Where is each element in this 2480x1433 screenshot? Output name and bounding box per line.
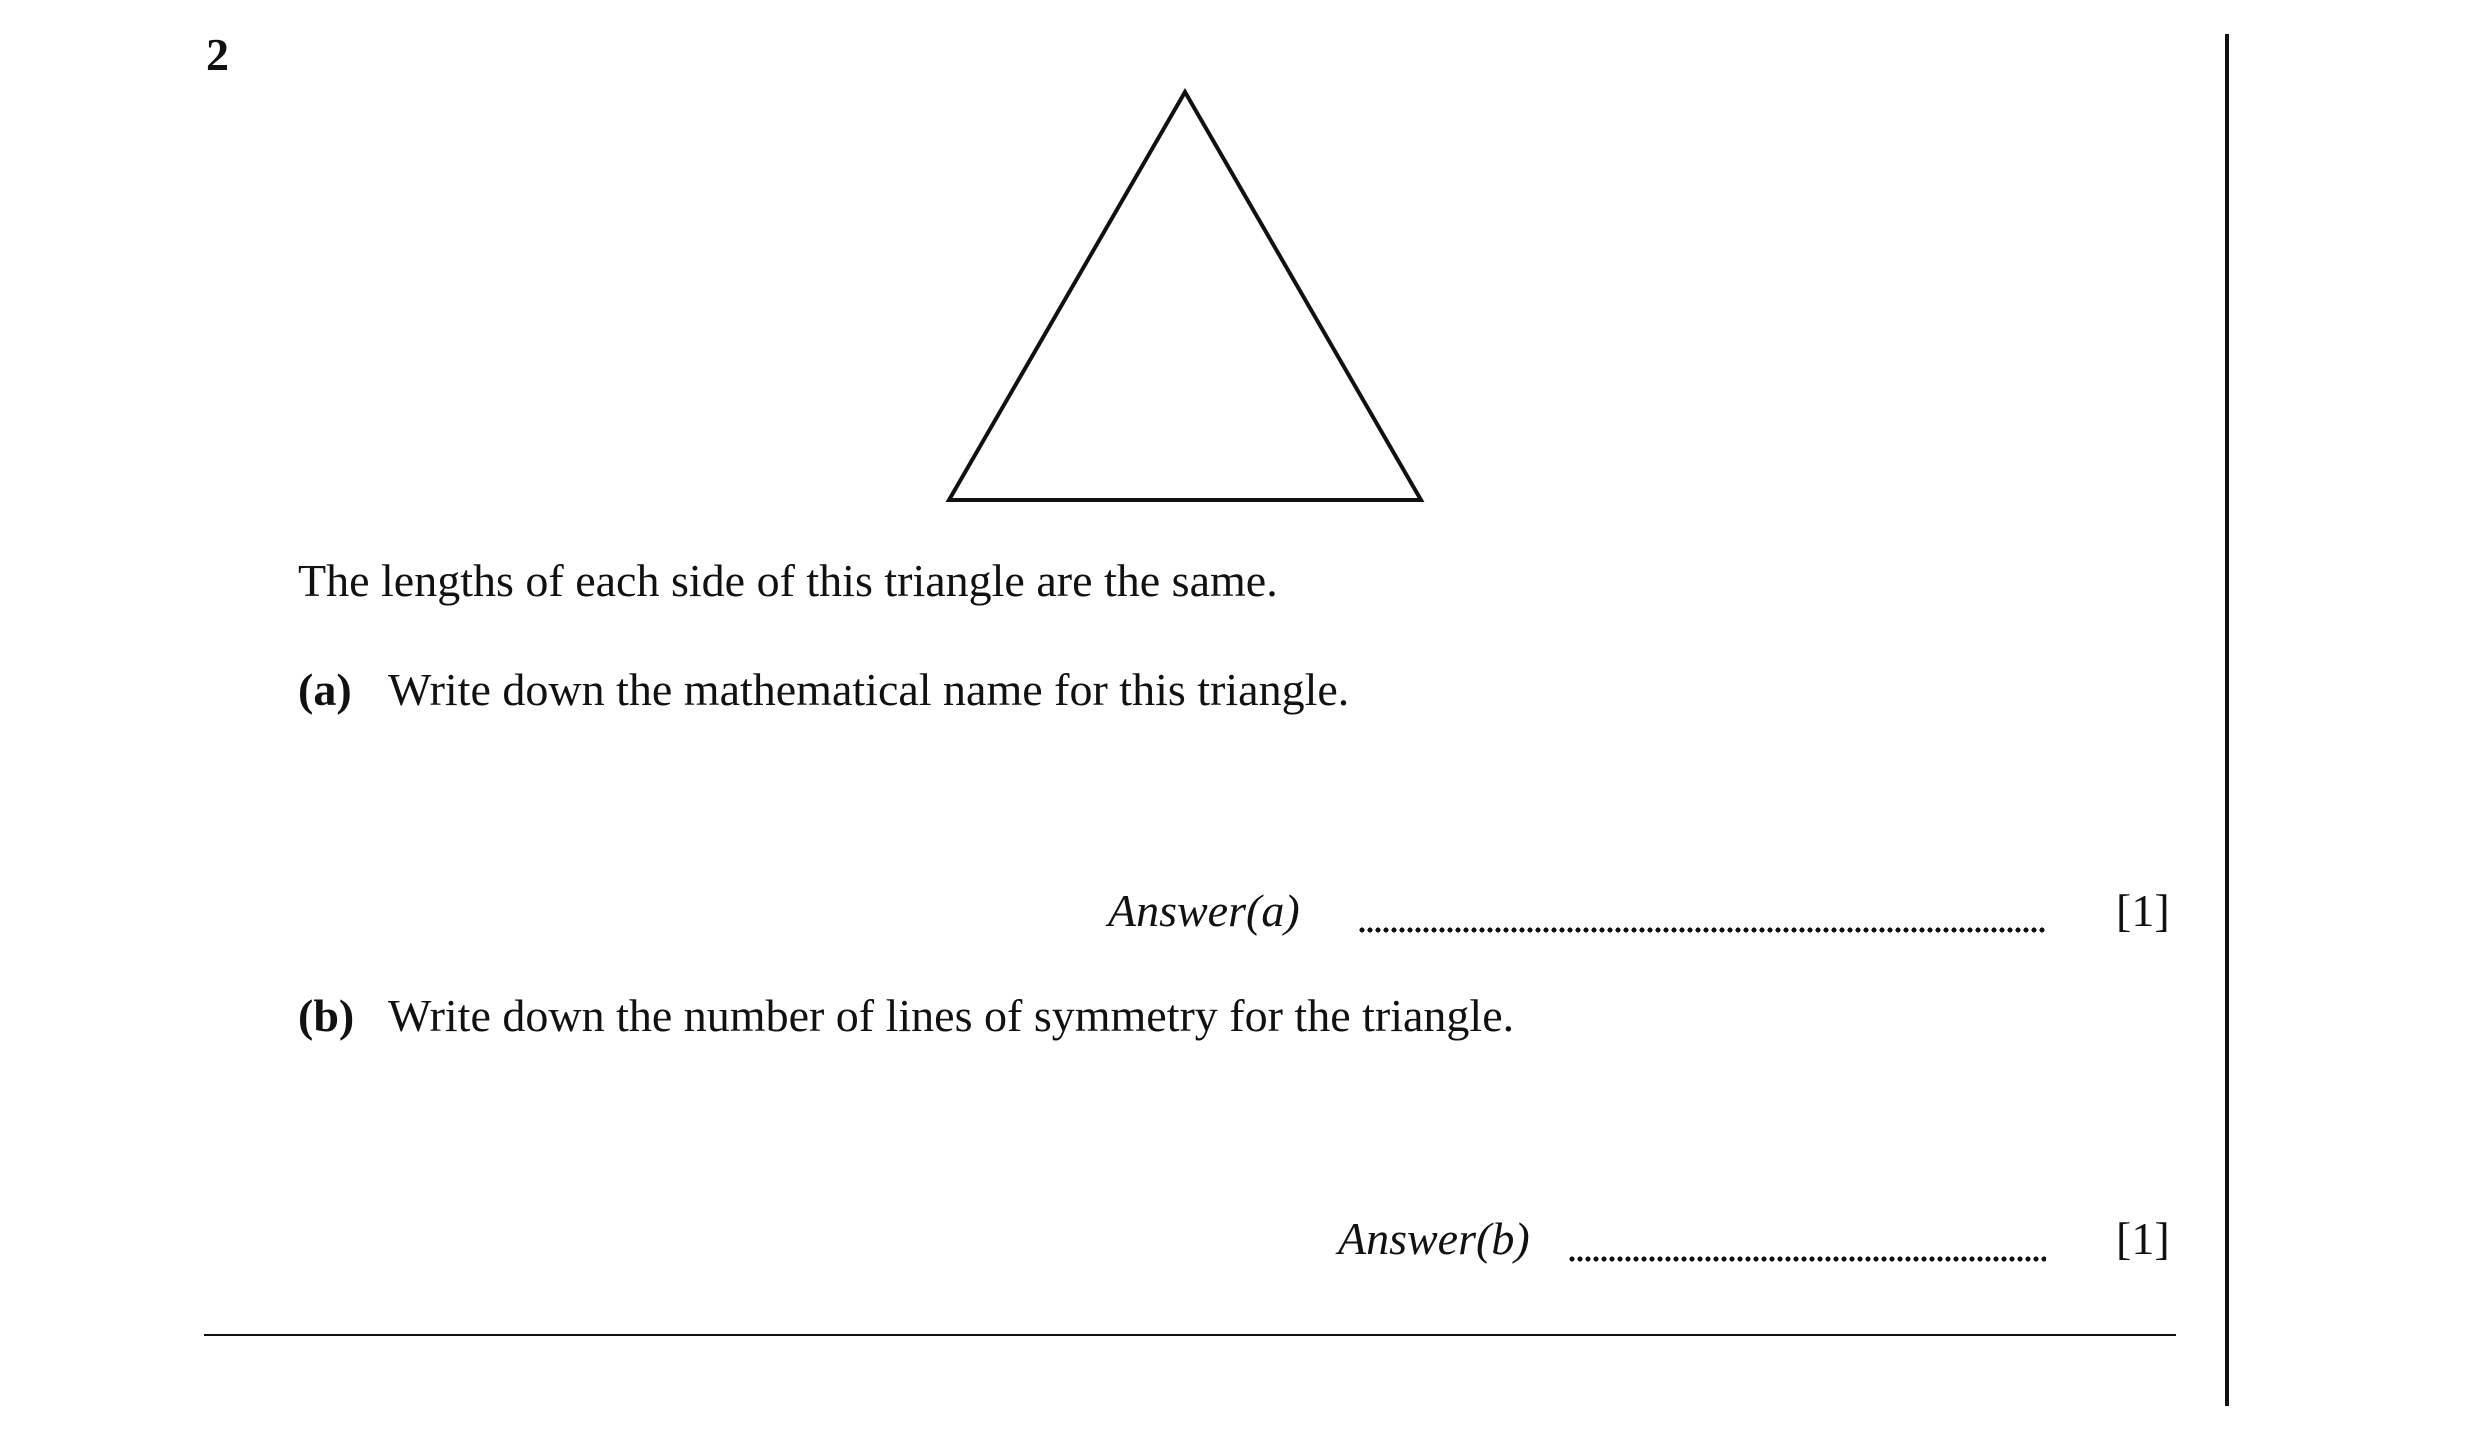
part-b-marks: [1] bbox=[2116, 1213, 2170, 1264]
bottom-divider bbox=[204, 1334, 2176, 1336]
triangle-figure bbox=[940, 84, 1430, 510]
right-margin-rule bbox=[2225, 34, 2229, 1406]
part-b-label: (b) bbox=[298, 990, 355, 1041]
part-b-prompt: Write down the number of lines of symmetry for the triangle. bbox=[388, 990, 1515, 1041]
part-a-prompt: Write down the mathematical name for this triangle. bbox=[388, 664, 1350, 715]
question-intro: The lengths of each side of this triangle are the same. bbox=[298, 555, 1278, 606]
part-a-marks: [1] bbox=[2116, 885, 2170, 936]
answer-b-line[interactable] bbox=[1568, 1256, 2046, 1262]
answer-b-label: Answer(b) bbox=[1338, 1213, 1530, 1264]
triangle-shape bbox=[949, 92, 1421, 500]
part-a-label: (a) bbox=[298, 664, 352, 715]
question-number: 2 bbox=[206, 29, 229, 80]
answer-a-label: Answer(a) bbox=[1108, 885, 1300, 936]
answer-a-line[interactable] bbox=[1358, 927, 2046, 933]
